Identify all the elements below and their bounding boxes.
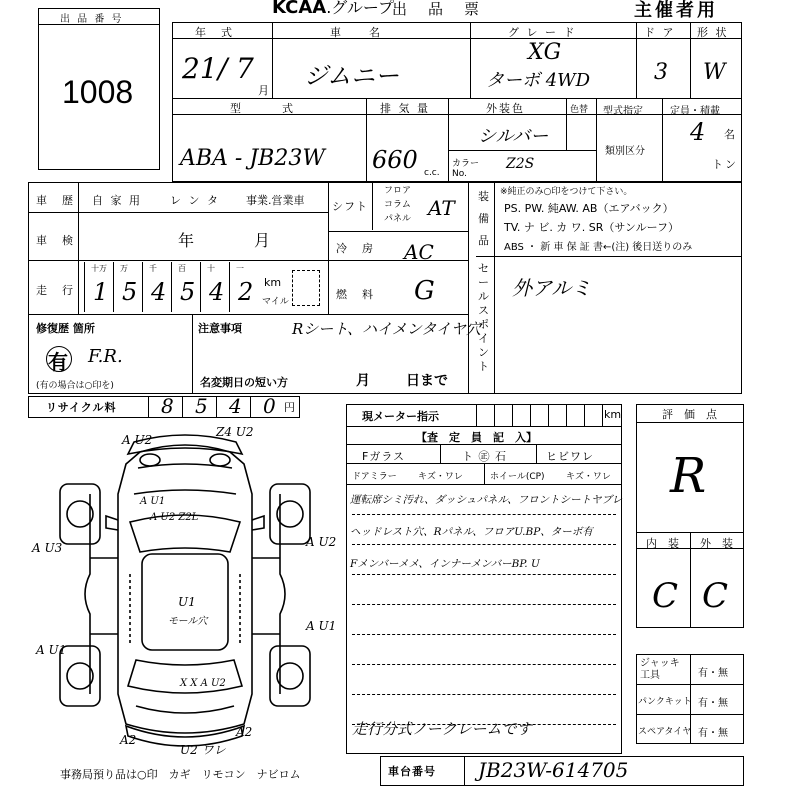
mirror-options: キズ・ワレ bbox=[418, 472, 463, 482]
mileage-digit-cell bbox=[84, 262, 113, 312]
crack-label: ヒビワレ bbox=[546, 450, 594, 463]
brand-group: .グループ bbox=[326, 0, 395, 17]
lot-label: 出 品 番 号 bbox=[60, 14, 124, 25]
remark-rule-line bbox=[352, 634, 616, 635]
equipment-note: ※純正のみ○印をつけて下さい。 bbox=[500, 187, 633, 197]
recycle-digit-cell bbox=[148, 396, 182, 418]
recycle-digit-value: 0 bbox=[263, 394, 276, 418]
brand-name: KCAA bbox=[272, 0, 327, 18]
accessory-puncture-label: パンクキット bbox=[638, 697, 692, 707]
remark-rule-line bbox=[352, 544, 616, 545]
fuel-label: 燃 料 bbox=[336, 288, 375, 301]
repair-mark: 有 bbox=[48, 350, 68, 374]
mileage-digit-value: 5 bbox=[180, 278, 196, 306]
repair-note: (有の場合は○印を) bbox=[36, 381, 114, 391]
mileage-digit-label: 千 bbox=[149, 264, 157, 273]
recycle-digit-value: 5 bbox=[195, 394, 208, 418]
mileage-digit-label: 十万 bbox=[91, 264, 107, 273]
exterior-label: 外装色 bbox=[486, 102, 525, 115]
inspection-year-unit: 年 bbox=[178, 231, 197, 250]
diagram-mark-1: A U2 bbox=[122, 433, 153, 447]
lot-number: 1008 bbox=[62, 74, 134, 110]
grade-line2: ターボ 4WD bbox=[486, 70, 591, 91]
history-option-private: 自 家 用 bbox=[92, 194, 142, 207]
mileage-digit-value: 2 bbox=[238, 278, 254, 306]
displacement-value: 660 bbox=[372, 146, 418, 174]
car-damage-diagram bbox=[30, 424, 340, 760]
meter-label: 現メーター指示 bbox=[362, 410, 439, 423]
remark-line-1: 運転席シミ汚れ、ダッシュパネル、フロントシートヤブレ bbox=[350, 494, 623, 506]
grade-label: グ レ ー ド bbox=[508, 26, 577, 39]
recycle-digit-cell bbox=[182, 396, 216, 418]
diagram-mark-13: A U1 bbox=[140, 496, 166, 507]
rating-label: 評 価 点 bbox=[662, 408, 717, 421]
mileage-digit-value: 5 bbox=[122, 278, 138, 306]
mileage-digit-label: 一 bbox=[236, 264, 244, 273]
fuel-value: G bbox=[414, 276, 435, 306]
meter-unit: km bbox=[604, 408, 622, 421]
repair-value: F.R. bbox=[88, 346, 123, 367]
remark-footer: 走行分式ノークレームです bbox=[352, 720, 532, 738]
caution-day-unit: 日まで bbox=[406, 373, 448, 389]
color-no-label: カラー No. bbox=[452, 159, 480, 179]
diagram-mark-10: U2 ワレ bbox=[180, 743, 226, 757]
equipment-line1: PS. PW. 純AW. AB（エアバック） bbox=[504, 202, 674, 215]
accessory-spare-value: 有・無 bbox=[698, 728, 728, 739]
caution-month-unit: 月 bbox=[356, 373, 372, 389]
accessory-puncture-value: 有・無 bbox=[698, 698, 728, 709]
mileage-digit-cell bbox=[113, 262, 142, 312]
shape-value: W bbox=[703, 60, 726, 85]
mileage-digit-cell bbox=[200, 262, 229, 312]
inspection-month-unit: 月 bbox=[254, 231, 273, 250]
capacity-unit: 名 bbox=[724, 128, 737, 141]
repair-mark-circle bbox=[46, 346, 72, 372]
exterior-rating: C bbox=[702, 576, 729, 616]
history-label: 車 歴 bbox=[36, 194, 75, 207]
equipment-line2: TV. ナ ビ. カ ワ. SR（サンルーフ） bbox=[504, 221, 680, 234]
diagram-mark-3: A U3 bbox=[32, 541, 63, 555]
mileage-digit-label: 万 bbox=[120, 264, 128, 273]
mileage-digit-cell bbox=[142, 262, 171, 312]
interior-rating: C bbox=[652, 576, 679, 616]
inspector-title: 【査 定 員 記 入】 bbox=[416, 431, 537, 444]
recycle-digit-cell bbox=[250, 396, 284, 418]
diagram-mark-12: A U1 bbox=[36, 643, 67, 657]
exterior-color: シルバー bbox=[478, 126, 549, 147]
capacity-value: 4 bbox=[690, 118, 706, 146]
year-label: 年 式 bbox=[195, 26, 234, 39]
diagram-mark-14: A U2 Z2L bbox=[150, 512, 199, 523]
mileage-digit-value: 1 bbox=[93, 278, 109, 306]
recycle-label: リサイクル料 bbox=[46, 401, 117, 414]
capacity-label: 定員・積載 bbox=[670, 106, 720, 117]
mileage-digit-value: 4 bbox=[151, 278, 167, 306]
recycle-digit-cell bbox=[216, 396, 250, 418]
interior-label: 内 装 bbox=[646, 537, 679, 550]
history-option-rental: レ ン タ bbox=[170, 194, 220, 207]
cc-unit: c.c. bbox=[424, 168, 440, 178]
mileage-digit-label: 十 bbox=[207, 264, 215, 273]
sales-point-value: 外アルミ bbox=[512, 276, 592, 300]
remark-rule-line bbox=[352, 664, 616, 665]
wheel-options: キズ・ワレ bbox=[566, 472, 611, 482]
diagram-mark-11: A2 bbox=[236, 725, 253, 739]
sales-point-label: セールスポイント bbox=[478, 262, 489, 373]
remark-rule-line bbox=[352, 604, 616, 605]
equipment-line3: ABS ・ 新 車 保 証 書←(注) 後日送りのみ bbox=[504, 242, 693, 253]
recycle-unit: 円 bbox=[284, 401, 295, 414]
recycle-digit-value: 8 bbox=[161, 394, 174, 418]
shift-label: シフト bbox=[332, 200, 368, 213]
month-unit: 月 bbox=[258, 84, 271, 97]
mileage-label: 走 行 bbox=[36, 284, 75, 297]
equipment-label: 装備品 bbox=[478, 190, 489, 247]
year-slash: / bbox=[218, 52, 228, 85]
mileage-digit-cell bbox=[229, 262, 258, 312]
recycle-digit-value: 4 bbox=[229, 394, 242, 418]
mileage-digit-value: 4 bbox=[209, 278, 225, 306]
diagram-mark-8: X X A U2 bbox=[180, 678, 226, 689]
mirror-label: ドアミラー bbox=[352, 472, 397, 482]
history-option-business: 事業.営業車 bbox=[246, 194, 305, 207]
remark-rule-line bbox=[352, 694, 616, 695]
shift-option-column: コラム bbox=[384, 200, 411, 210]
grade-line1: XG bbox=[528, 40, 562, 65]
doors-label: ド ア bbox=[644, 26, 676, 39]
mile-checkbox bbox=[292, 270, 320, 306]
doors-value: 3 bbox=[654, 60, 668, 85]
displacement-label: 排 気 量 bbox=[380, 102, 430, 115]
mileage-digit-cell bbox=[171, 262, 200, 312]
type-label: 型 式 bbox=[230, 102, 295, 115]
ton-unit: トン bbox=[712, 158, 738, 171]
mileage-digit-label: 百 bbox=[178, 264, 186, 273]
inspection-label: 車 検 bbox=[36, 234, 75, 247]
glass-options: ト ㊣ 石 bbox=[462, 450, 507, 463]
diagram-mark-7: モール穴 bbox=[168, 616, 208, 627]
diagram-mark-5: A U1 bbox=[306, 619, 337, 633]
wheel-label: ホイール(CP) bbox=[490, 472, 545, 482]
remark-line-3: Fメンバーメメ、インナーメンバーBP. U bbox=[350, 558, 540, 570]
name-label: 車 名 bbox=[330, 26, 382, 39]
accessory-jack-label: ジャッキ工具 bbox=[640, 658, 680, 681]
shift-value: AT bbox=[428, 196, 455, 220]
mileage-unit-mile: マイル bbox=[262, 297, 289, 307]
shift-option-panel: パネル bbox=[384, 214, 412, 224]
diagram-mark-4: A U2 bbox=[306, 535, 337, 549]
remark-rule-line bbox=[352, 574, 616, 575]
chassis-value: JB23W-614705 bbox=[478, 758, 629, 782]
month-value: 7 bbox=[236, 52, 254, 85]
color-change-label: 色替 bbox=[570, 105, 589, 115]
type-value: ABA - JB23W bbox=[180, 146, 325, 171]
remark-rule-line bbox=[352, 514, 616, 515]
caution-value: Rシート、ハイメンタイヤ穴 bbox=[292, 320, 481, 338]
exterior-rating-label: 外 装 bbox=[700, 537, 733, 550]
diagram-mark-6: U1 bbox=[178, 595, 196, 609]
model-spec-label: 型式指定 bbox=[603, 106, 643, 117]
accessory-spare-label: スペアタイヤ bbox=[638, 727, 692, 737]
sheet-title: 出 品 票 bbox=[392, 0, 483, 18]
repair-label: 修復歴 箇所 bbox=[36, 322, 95, 335]
rating-value: R bbox=[670, 448, 707, 504]
caution-label: 注意事項 bbox=[198, 322, 242, 335]
accessory-jack-value: 有・無 bbox=[698, 668, 728, 679]
shape-label: 形 状 bbox=[697, 26, 729, 39]
year-value: 21 bbox=[182, 52, 218, 85]
mileage-unit-km: km bbox=[264, 276, 282, 289]
remark-line-2: ヘッドレスト穴、Rパネル、フロアU.BP、ターボ有 bbox=[350, 526, 593, 538]
ac-label: 冷 房 bbox=[336, 242, 375, 255]
glass-label: Fガラス bbox=[362, 450, 405, 463]
shift-option-floor: フロア bbox=[384, 186, 412, 196]
organizer-label: 主催者用 bbox=[634, 0, 718, 21]
diagram-mark-9: A2 bbox=[120, 733, 137, 747]
ac-value: AC bbox=[404, 240, 434, 264]
caution-period-label: 名変期日の短い方 bbox=[200, 376, 288, 389]
brand-logo bbox=[272, 0, 394, 18]
chassis-label: 車台番号 bbox=[388, 765, 436, 778]
class-label: 類別区分 bbox=[605, 146, 645, 157]
color-no-value: Z2S bbox=[506, 156, 535, 172]
diagram-mark-2: Z4 U2 bbox=[216, 425, 254, 439]
vehicle-name: ジムニー bbox=[304, 62, 400, 90]
office-note: 事務局預り品は○印 カギ リモコン ナビロム bbox=[60, 768, 301, 781]
